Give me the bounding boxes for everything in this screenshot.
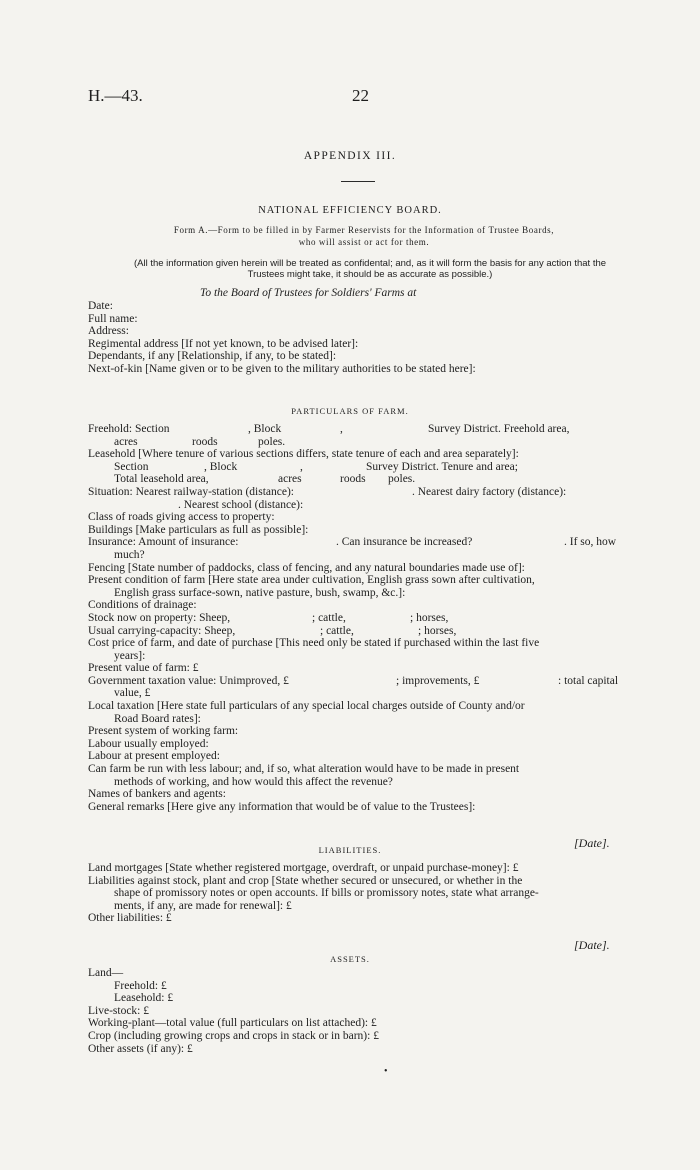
title-rule bbox=[341, 181, 375, 182]
govt-capital-value: value, £ bbox=[114, 687, 151, 700]
field-assets-leasehold: Leasehold: £ bbox=[114, 992, 174, 1005]
footer-mark: • bbox=[384, 1066, 388, 1077]
liabilities-section bbox=[88, 862, 644, 925]
assets-date: [Date]. bbox=[574, 938, 610, 952]
stock-cattle: ; cattle, bbox=[312, 611, 346, 624]
field-local-taxation: Local taxation [Here state full particulars of any special local charges outside of County and/or bbox=[88, 700, 525, 713]
leasehold-section: Section bbox=[114, 460, 149, 473]
situation-railway: Situation: Nearest railway-station (distance): bbox=[88, 485, 294, 498]
field-leasehold-total bbox=[88, 473, 644, 486]
field-situation bbox=[88, 486, 644, 499]
freehold-district: Survey District. Freehold area, bbox=[428, 423, 570, 435]
field-other-assets: Other assets (if any): £ bbox=[88, 1042, 193, 1055]
form-heading-line2: who will assist or act for them. bbox=[298, 237, 430, 247]
insurance-how: . If so, how bbox=[564, 536, 617, 549]
field-land: Land— bbox=[88, 967, 124, 979]
assets-header: ASSETS. bbox=[330, 954, 370, 964]
farm-section-header: PARTICULARS OF FARM. bbox=[291, 406, 409, 416]
appendix-title: APPENDIX III. bbox=[303, 150, 397, 162]
freehold-section: Freehold: Section bbox=[88, 423, 170, 435]
leasehold-poles: poles. bbox=[388, 473, 416, 486]
page-number: 22 bbox=[352, 86, 369, 105]
field-condition-cont: English grass surface-sown, native pasture, bush, swamp, &c.]: bbox=[114, 586, 406, 599]
field-dependants: Dependants, if any [Relationship, if any, to be stated]: bbox=[88, 350, 337, 363]
field-system: Present system of working farm: bbox=[88, 725, 239, 738]
field-bankers: Names of bankers and agents: bbox=[88, 788, 226, 801]
freehold-block: , Block bbox=[248, 423, 282, 435]
insurance-amount: Insurance: Amount of insurance: bbox=[88, 536, 239, 549]
field-liabilities-stock-cont1: shape of promissory notes or open accounts. If bills or promissory notes, state what arrange- bbox=[114, 887, 539, 900]
field-next-of-kin: Next-of-kin [Name given or to be given to the military authorities to be stated here]: bbox=[88, 362, 476, 375]
field-land-mortgages: Land mortgages [State whether registered mortgage, overdraft, or unpaid purchase-money]: £ bbox=[88, 862, 519, 874]
assets-section bbox=[88, 967, 644, 1055]
leasehold-block: , Block bbox=[204, 460, 238, 473]
freehold-poles: poles. bbox=[258, 435, 286, 448]
insurance-much: much? bbox=[114, 548, 145, 561]
stock-sheep: Stock now on property: Sheep, bbox=[88, 611, 231, 624]
field-carrying bbox=[88, 625, 644, 638]
field-leasehold-section bbox=[88, 461, 644, 474]
field-cost-price: Cost price of farm, and date of purchase [This need only be stated if purchased within the last five bbox=[88, 637, 540, 650]
personal-details bbox=[88, 300, 644, 376]
confidentiality-note bbox=[100, 258, 640, 280]
field-cost-price-cont: years]: bbox=[114, 649, 146, 662]
leasehold-acres: acres bbox=[278, 473, 302, 486]
carry-horses: ; horses, bbox=[418, 624, 457, 637]
carry-sheep: Usual carrying-capacity: Sheep, bbox=[88, 624, 236, 637]
note-line1: (All the information given herein will be treated as confidental; and, as it will form the basis for any action that the bbox=[133, 258, 607, 269]
field-assets-freehold: Freehold: £ bbox=[114, 979, 167, 992]
freehold-comma: , bbox=[340, 423, 343, 435]
form-heading bbox=[88, 224, 640, 248]
govt-unimproved: Government taxation value: Unimproved, £ bbox=[88, 674, 289, 687]
carry-cattle: ; cattle, bbox=[320, 624, 354, 637]
field-less-labour: Can farm be run with less labour; and, if so, what alteration would have to be made in present bbox=[88, 763, 520, 776]
field-roads: Class of roads giving access to property: bbox=[88, 511, 275, 524]
report-reference: H.—43. bbox=[88, 86, 143, 105]
govt-capital: : total capital bbox=[558, 674, 619, 687]
freehold-acres: acres bbox=[114, 435, 138, 448]
field-live-stock: Live-stock: £ bbox=[88, 1004, 149, 1017]
field-buildings: Buildings [Make particulars as full as possible]: bbox=[88, 523, 309, 536]
field-other-liabilities: Other liabilities: £ bbox=[88, 912, 172, 925]
field-freehold-area bbox=[88, 436, 644, 449]
stock-horses: ; horses, bbox=[410, 611, 449, 624]
field-liabilities-stock: Liabilities against stock, plant and crop [State whether secured or unsecured, or whether in the bbox=[88, 874, 523, 887]
field-freehold bbox=[88, 423, 644, 436]
board-title: NATIONAL EFFICIENCY BOARD. bbox=[258, 205, 442, 216]
farm-particulars bbox=[88, 423, 644, 813]
leasehold-comma: , bbox=[300, 460, 303, 473]
field-address: Address: bbox=[88, 325, 129, 338]
insurance-increase: . Can insurance be increased? bbox=[336, 536, 473, 549]
leasehold-total: Total leasehold area, bbox=[114, 473, 209, 486]
liabilities-date: [Date]. bbox=[574, 836, 610, 850]
situation-school: . Nearest school (distance): bbox=[178, 498, 304, 511]
field-labour-present: Labour at present employed: bbox=[88, 750, 220, 763]
situation-dairy: . Nearest dairy factory (distance): bbox=[412, 485, 567, 498]
field-leasehold: Leasehold [Where tenure of various sections differs, state tenure of each and area separately]: bbox=[88, 448, 519, 461]
field-remarks: General remarks [Here give any information that would be of value to the Trustees]: bbox=[88, 800, 476, 813]
field-liabilities-stock-cont2: ments, if any, are made for renewal]: £ bbox=[114, 899, 292, 912]
field-present-value: Present value of farm: £ bbox=[88, 662, 199, 675]
form-heading-line1: Form A.—Form to be filled in by Farmer Reservists for the Information of Trustee Boards, bbox=[173, 225, 555, 235]
field-labour-usual: Labour usually employed: bbox=[88, 737, 209, 750]
field-full-name: Full name: bbox=[88, 312, 138, 325]
field-govt-valuation bbox=[88, 675, 644, 688]
field-less-labour-cont: methods of working, and how would this affect the revenue? bbox=[114, 775, 393, 788]
leasehold-roods: roods bbox=[340, 473, 366, 486]
govt-improvements: ; improvements, £ bbox=[396, 674, 480, 687]
leasehold-district: Survey District. Tenure and area; bbox=[366, 460, 518, 473]
freehold-roods: roods bbox=[192, 435, 218, 448]
field-insurance bbox=[88, 536, 644, 549]
field-local-taxation-cont: Road Board rates]: bbox=[114, 712, 201, 725]
field-drainage: Conditions of drainage: bbox=[88, 599, 197, 612]
field-date: Date: bbox=[88, 300, 113, 312]
note-line2: Trustees might take, it should be as accurate as possible.) bbox=[247, 269, 493, 280]
field-regimental-address: Regimental address [If not yet known, to be advised later]: bbox=[88, 337, 359, 350]
address-line: To the Board of Trustees for Soldiers' Farms at bbox=[200, 287, 417, 299]
field-condition: Present condition of farm [Here state area under cultivation, English grass sown after cultivation, bbox=[88, 574, 535, 587]
field-stock bbox=[88, 612, 644, 625]
field-working-plant: Working-plant—total value (full particulars on list attached): £ bbox=[88, 1017, 377, 1030]
field-fencing: Fencing [State number of paddocks, class of fencing, and any natural boundaries made use of]: bbox=[88, 561, 525, 574]
liabilities-header: LIABILITIES. bbox=[318, 845, 382, 855]
field-crop: Crop (including growing crops and crops in stack or in barn): £ bbox=[88, 1029, 379, 1042]
